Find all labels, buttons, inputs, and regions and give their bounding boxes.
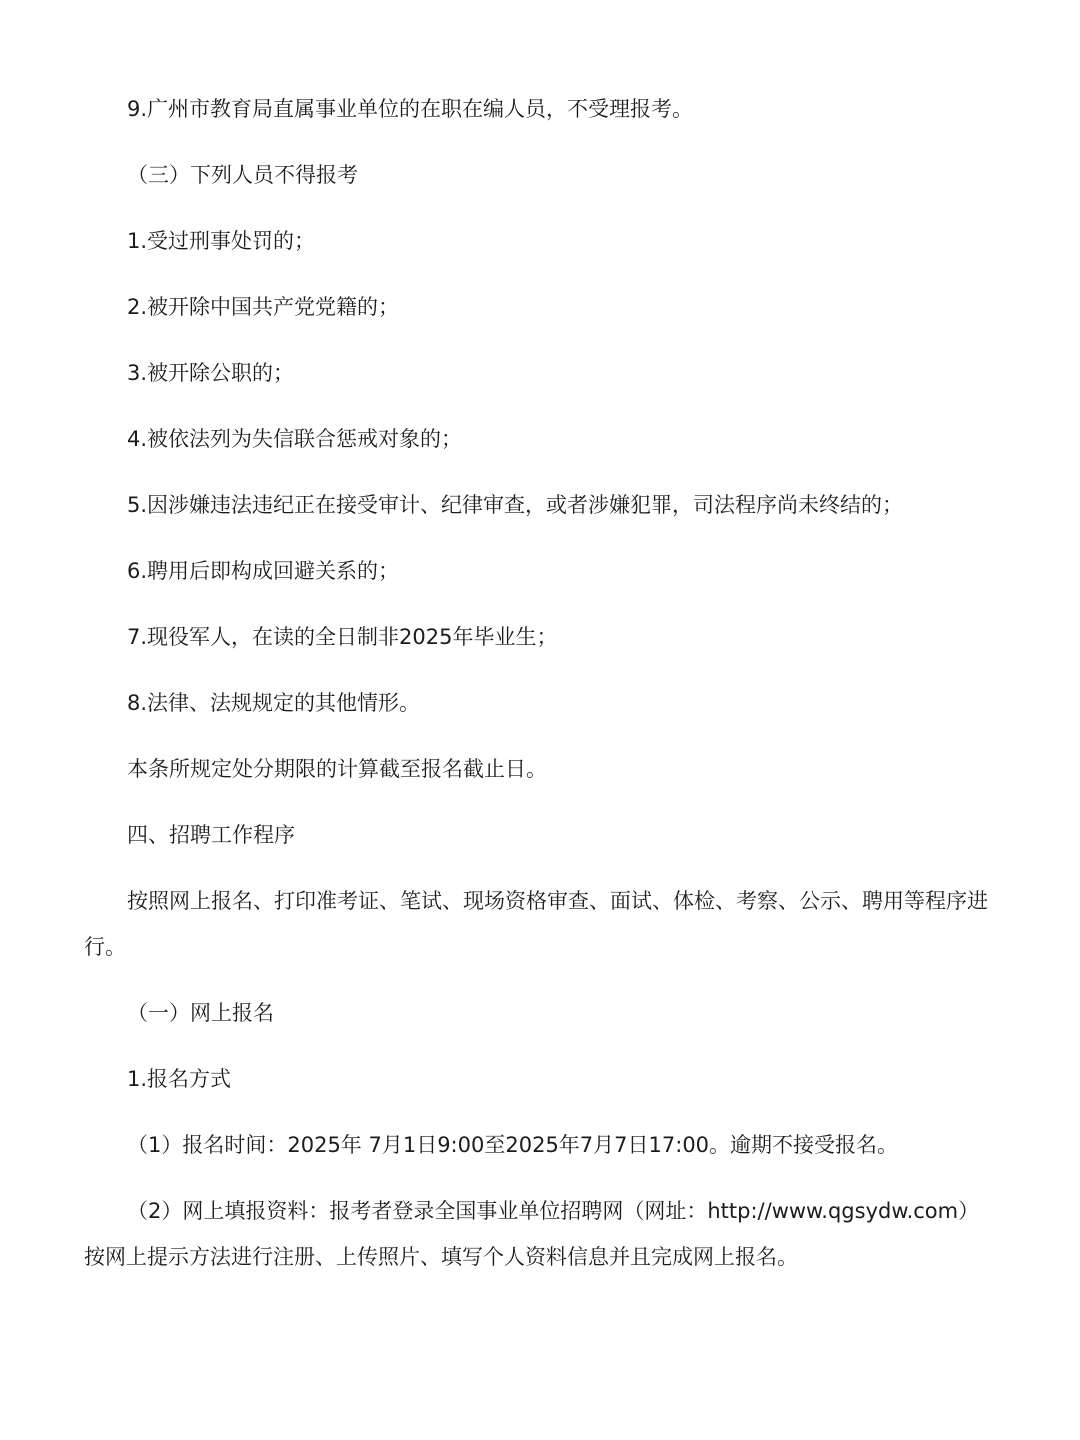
paragraph-method-heading: 1.报名方式 — [127, 1067, 232, 1091]
paragraph-procedure: 按照网上报名、打印准考证、笔试、现场资格审查、面试、体检、考察、公示、聘用等程序进行。 — [84, 889, 988, 959]
paragraph-exclusion-3: 3.被开除公职的； — [127, 361, 295, 385]
subsection-heading-online: （一）网上报名 — [127, 1001, 274, 1025]
section-heading-4: 四、招聘工作程序 — [127, 823, 295, 847]
paragraph-exclusion-6: 6.聘用后即构成回避关系的； — [127, 559, 400, 583]
paragraph-signup-time: （1）报名时间：2025年 7月1日9:00至2025年7月7日17:00。逾期不接受报名。 — [127, 1133, 899, 1157]
section-heading-3: （三）下列人员不得报考 — [127, 163, 358, 187]
paragraph-exclusion-7: 7.现役军人，在读的全日制非2025年毕业生； — [127, 625, 558, 649]
paragraph-exclusion-1: 1.受过刑事处罚的； — [127, 229, 316, 253]
paragraph-exclusion-8: 8.法律、法规规定的其他情形。 — [127, 691, 421, 715]
paragraph-deadline-note: 本条所规定处分期限的计算截至报名截止日。 — [127, 757, 547, 781]
paragraph-item-9: 9.广州市教育局直属事业单位的在职在编人员，不受理报考。 — [127, 97, 694, 121]
paragraph-exclusion-5: 5.因涉嫌违法违纪正在接受审计、纪律审查，或者涉嫌犯罪，司法程序尚未终结的； — [127, 493, 904, 517]
paragraph-exclusion-4: 4.被依法列为失信联合惩戒对象的； — [127, 427, 463, 451]
paragraph-online-filing: （2）网上填报资料：报考者登录全国事业单位招聘网（网址：http://www.qgsydw.com）按网上提示方法进行注册、上传照片、填写个人资料信息并且完成网上报名。 — [84, 1199, 980, 1269]
paragraph-exclusion-2: 2.被开除中国共产党党籍的； — [127, 295, 400, 319]
